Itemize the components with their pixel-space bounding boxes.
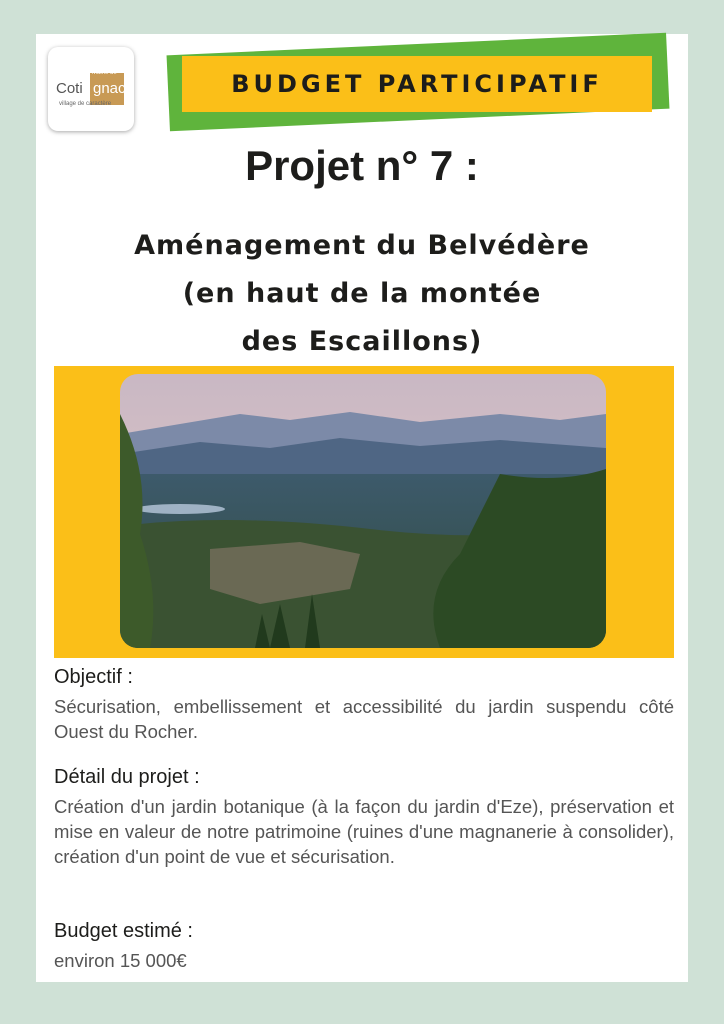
subtitle-line-2: (en haut de la montée [182, 278, 542, 309]
logo-subtitle: village de caractère [59, 101, 112, 107]
poster [36, 34, 688, 982]
subtitle-line-1: Aménagement du Belvédère [134, 230, 590, 261]
objective-text: Sécurisation, embellissement et accessibilité du jardin suspendu côté Ouest du Rocher. [54, 696, 674, 742]
logo-text-left: Coti [56, 80, 83, 97]
lake [135, 504, 225, 514]
landscape-illustration [120, 374, 606, 648]
budget-text: environ 15 000€ [54, 950, 187, 971]
subtitle-line-3: des Escaillons) [241, 326, 483, 357]
project-subtitle [76, 222, 648, 366]
landscape-photo [120, 374, 606, 648]
details-label: Détail du projet : [54, 766, 200, 788]
banner-title: BUDGET PARTICIPATIF [231, 70, 603, 98]
details-text: Création d'un jardin botanique (à la façon du jardin d'Eze), préservation et mise en valeur de notre patrimoine (ruines d'une magnanerie à consolider), création d'un point de vue et sécurisation. [54, 796, 674, 867]
budget-label: Budget estimé : [54, 920, 193, 942]
logo-text-right: gnac [93, 80, 126, 97]
objective-label: Objectif : [54, 666, 133, 688]
project-title: Projet n° 7 : [245, 142, 479, 189]
photo-band [54, 366, 674, 658]
cotignac-logo [48, 47, 134, 131]
logo-top-text: Mairie de [92, 70, 117, 76]
